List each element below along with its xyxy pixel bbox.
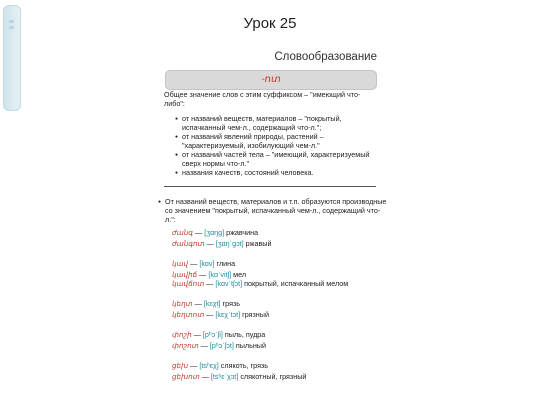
transcription: [pʰɔˈʃɔt] <box>209 340 234 350</box>
translation: покрытый, испачканный мелом <box>244 279 349 288</box>
armenian-word: կավճոտ <box>172 279 205 288</box>
transcription: [pʰɔˈʃi] <box>202 329 223 339</box>
translation: пыльный <box>235 340 266 350</box>
translation: слякоть, грязь <box>220 360 269 370</box>
armenian-word: ցեխոտ <box>172 371 200 381</box>
divider <box>164 186 376 187</box>
word-entry: ժանգոտ — [ʒɑŋˈɡɔt] ржавый <box>172 239 272 248</box>
word-entry: կավ — [kɑv] глина <box>172 259 236 268</box>
armenian-word: կեղտոտ <box>172 309 205 319</box>
transcription: [ʒɑŋˈɡɔt] <box>215 239 244 248</box>
lesson-title: Урок 25 <box>243 15 297 32</box>
word-entry: ժանգ — [ʒɑŋɡ] ржавчина <box>172 228 259 237</box>
word-entry: կավճոտ — [kɑvˈtʃɔt] покрытый, испачканный мелом <box>172 279 349 288</box>
intro-text: Общее значение слов с этим суффиксом – "имеющий что-либо": <box>164 90 361 108</box>
transcription: [kɑvˈtʃɔt] <box>215 279 243 288</box>
armenian-word: փոշի <box>172 329 192 339</box>
suffix-header: -ոտ <box>165 70 377 90</box>
transcription: [kɛχˈtɔt] <box>215 309 241 319</box>
translation: мел <box>233 270 247 279</box>
meaning-item: ● от названий веществ, материалов – "покрытый, испачканный чем-л., содержащий что-л."; <box>175 115 380 133</box>
section-title: Словообразование <box>274 51 377 63</box>
transcription: [kɑˈvitʃ] <box>208 270 232 279</box>
translation: ржавчина <box>226 228 259 237</box>
transcription: [kɛχt] <box>203 298 221 308</box>
armenian-word: կեղտ <box>172 298 193 308</box>
section-description: ● От названий веществ, материалов и т.п. образуются производные со значением "покрытый, испачканный чем-л., содержащий что-л.": <box>158 198 387 224</box>
word-entry: ցեխ — [tsʰɛχ] слякоть, грязь <box>172 360 269 370</box>
armenian-word: կավ <box>172 259 189 268</box>
translation: грязь <box>222 298 241 308</box>
translation: глина <box>216 259 236 268</box>
word-entry: կավիճ — [kɑˈvitʃ] мел <box>172 270 247 279</box>
word-entry: կեղտոտ — [kɛχˈtɔt] грязный <box>172 309 269 319</box>
meaning-item: ● названия качеств, состояний человека. <box>175 169 380 178</box>
word-entries <box>172 227 382 382</box>
word-entry: ցեխոտ — [tsʰɛˈχɔt] слякотный, грязный <box>172 371 307 381</box>
meaning-item: ● от названий частей тела – "имеющий, характеризуемый сверх нормы что-л." <box>175 151 380 169</box>
word-entry: փոշի — [pʰɔˈʃi] пыль, пудра <box>172 329 266 339</box>
word-entry: փոշոտ — [pʰɔˈʃɔt] пыльный <box>172 340 266 350</box>
meaning-item: ● от названий явлений природы, растений – "характеризуемый, изобилующий чем-л." <box>175 133 380 151</box>
meaning-list <box>175 115 380 179</box>
armenian-word: ժանգոտ <box>172 239 205 248</box>
translation: ржавый <box>245 239 272 248</box>
armenian-word: փոշոտ <box>172 340 199 350</box>
transcription: [tsʰɛχ] <box>199 360 219 370</box>
word-entry: կեղտ — [kɛχt] грязь <box>172 298 241 308</box>
armenian-word: ժանգ <box>172 228 194 237</box>
transcription: [ʒɑŋɡ] <box>204 228 225 237</box>
translation: грязный <box>242 309 269 319</box>
transcription: [kɑv] <box>199 259 215 268</box>
armenian-word: ցեխ <box>172 360 189 370</box>
transcription: [tsʰɛˈχɔt] <box>210 371 239 381</box>
translation: пыль, пудра <box>224 329 266 339</box>
translation: слякотный, грязный <box>240 371 307 381</box>
armenian-word: կավիճ <box>172 270 198 279</box>
